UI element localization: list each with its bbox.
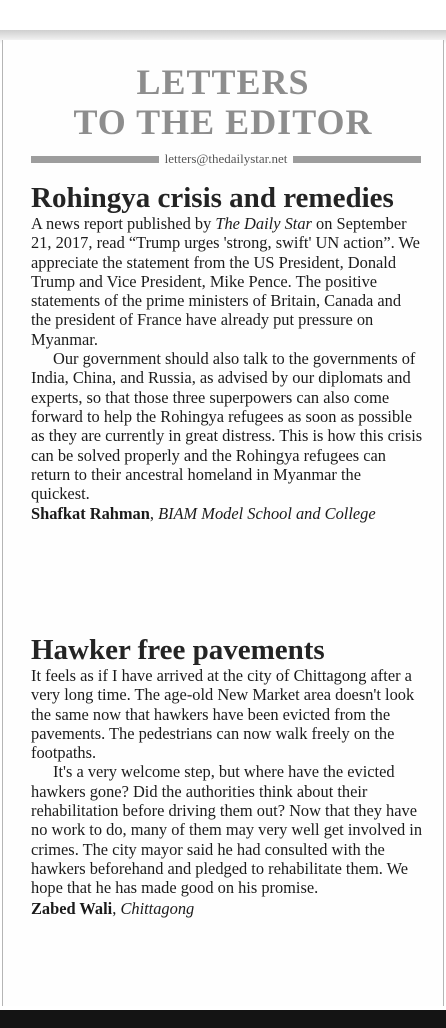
letter-rohingya — [31, 182, 423, 524]
letter-paragraph: It's a very welcome step, but where have the evicted hawkers gone? Did the authorities think about their rehabilitation before driving them out? Now that they have no work to do, many of them may very well get involved in crimes. The city mayor said he had consulted with the hawkers beforehand and pledged to rehabilitate them. We hope that he has made good on his promise. — [31, 762, 423, 898]
section-title — [3, 62, 443, 142]
letters-panel — [2, 40, 444, 1006]
publication-name: The Daily Star — [215, 214, 312, 233]
letter-body — [31, 214, 423, 503]
author-affiliation: Chittagong — [120, 898, 195, 918]
letter-heading: Rohingya crisis and remedies — [31, 182, 394, 214]
letter-body — [31, 666, 423, 898]
letter-paragraph: It feels as if I have arrived at the city of Chittagong after a very long time. The age-old New Market area doesn't look the same now that hawkers have been evicted from the pavements. The pedestrians can now walk freely on the footpaths. — [31, 666, 415, 763]
section-title-line2: TO THE EDITOR — [73, 102, 373, 142]
divider-left — [31, 156, 159, 163]
letter-signature: Zabed Wali, Chittagong — [31, 898, 195, 918]
email-row — [31, 152, 421, 166]
bottom-bar — [0, 1010, 446, 1028]
editor-email[interactable]: letters@thedailystar.net — [164, 151, 288, 166]
letter-paragraph: Our government should also talk to the governments of India, China, and Russia, as advised by our diplomats and experts, so that those three superpowers can also come forward to help the Rohingya refugees as soon as possible as they are currently in great distress. This is how this crisis can be solved properly and the Rohingya refugees can return to their ancestral homeland in Myanmar the quickest. — [31, 349, 423, 504]
paragraph-text: on September 21, 2017, read “Trump urges 'strong, swift' UN action”. We appreciate the statement from the US President, Donald Trump and Vice President, Mike Pence. The positive statements of the prime ministers of Britain, Canada and the president of France have already put pressure on Myanmar. — [31, 214, 420, 349]
letter-signature: Shafkat Rahman, BIAM Model School and College — [31, 504, 376, 524]
paragraph-text: A news report published by — [31, 214, 216, 233]
author-name: Zabed Wali — [31, 898, 113, 918]
letter-hawker — [31, 634, 423, 918]
letter-paragraph — [31, 214, 423, 349]
author-affiliation: BIAM Model School and College — [158, 504, 376, 524]
author-name: Shafkat Rahman — [31, 504, 150, 524]
letter-heading: Hawker free pavements — [31, 634, 325, 666]
section-title-line1: LETTERS — [136, 62, 310, 102]
divider-right — [293, 156, 421, 163]
